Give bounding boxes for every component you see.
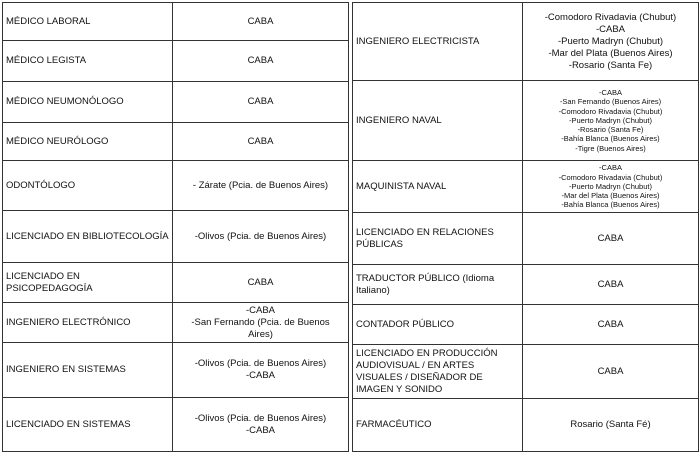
profession-cell: LICENCIADO EN PRODUCCIÓN AUDIOVISUAL / EN ARTES VISUALES / DISEÑADOR DE IMAGEN Y SONIDO [353, 345, 523, 399]
table-row [353, 161, 699, 213]
profession-cell: LICENCIADO EN BIBLIOTECOLOGÍA [3, 211, 173, 263]
location-cell [523, 305, 699, 345]
location-line: -Bahía Blanca (Buenos Aires) [561, 134, 660, 144]
location-cell [523, 265, 699, 305]
location-line: -Mar del Plata (Buenos Aires) [548, 47, 673, 59]
profession-cell: INGENIERO ELECTRICISTA [353, 3, 523, 81]
location-cell [523, 213, 699, 265]
location-line: CABA [247, 135, 274, 147]
profession-cell: LICENCIADO EN SISTEMAS [3, 398, 173, 452]
location-line: -CABA [245, 424, 276, 436]
table-row [353, 345, 699, 399]
profession-cell: CONTADOR PÚBLICO [353, 305, 523, 345]
profession-cell: MÉDICO LABORAL [3, 3, 173, 41]
location-line: -Olivos (Pcia. de Buenos Aires) [194, 230, 327, 242]
location-line: -Puerto Madryn (Chubut) [557, 35, 664, 47]
location-line: CABA [247, 15, 274, 27]
location-cell [523, 161, 699, 213]
location-line: -San Fernando (Pcia. de Buenos [191, 316, 330, 328]
location-line: -Puerto Madryn (Chubut) [569, 115, 652, 125]
table-row [3, 211, 349, 263]
location-line: -CABA [599, 88, 622, 98]
profession-cell: MÉDICO LEGISTA [3, 41, 173, 82]
location-line: -Comodoro Rivadavia (Chubut) [558, 172, 663, 182]
location-cell [173, 82, 349, 123]
location-cell [173, 211, 349, 263]
location-line: -Bahía Blanca (Buenos Aires) [561, 200, 660, 210]
profession-cell: ODONTÓLOGO [3, 161, 173, 211]
table-row [3, 41, 349, 82]
profession-cell: LICENCIADO EN RELACIONES PÚBLICAS [353, 213, 523, 265]
location-line: CABA [247, 55, 274, 66]
table-row [3, 123, 349, 161]
location-line: CABA [597, 278, 624, 290]
table-row [3, 398, 349, 452]
profession-cell: INGENIERO NAVAL [353, 81, 523, 161]
profession-cell: MÉDICO NEURÓLOGO [3, 123, 173, 161]
location-line: -Comodoro Rivadavia (Chubut) [544, 11, 677, 23]
location-line: -Tigre (Buenos Aires) [575, 143, 646, 153]
location-line: -CABA [599, 163, 622, 173]
location-line: -Rosario (Santa Fe) [568, 59, 653, 71]
table-row [353, 265, 699, 305]
location-line: -Comodoro Rivadavia (Chubut) [558, 106, 663, 116]
table-row [3, 161, 349, 211]
location-line: Aires) [248, 328, 273, 340]
location-line: CABA [247, 96, 274, 107]
table-row [3, 82, 349, 123]
location-cell [523, 81, 699, 161]
profession-cell: TRADUCTOR PÚBLICO (Idioma Italiano) [353, 265, 523, 305]
location-cell [173, 263, 349, 303]
location-line: -Puerto Madryn (Chubut) [569, 181, 652, 191]
table-row [3, 303, 349, 343]
location-line: -San Fernando (Buenos Aires) [559, 97, 662, 107]
location-line: -Rosario (Santa Fe) [577, 125, 644, 135]
right-professions-table [352, 2, 699, 452]
location-line: Rosario (Santa Fé) [570, 419, 651, 430]
profession-cell: MÉDICO NEUMONÓLOGO [3, 82, 173, 123]
left-professions-table [2, 2, 349, 452]
location-line: -CABA [595, 23, 626, 35]
location-cell [173, 3, 349, 41]
profession-cell: INGENIERO EN SISTEMAS [3, 343, 173, 398]
location-cell [173, 303, 349, 343]
location-line: CABA [597, 365, 624, 377]
location-line: CABA [597, 318, 624, 330]
table-row [353, 3, 699, 81]
location-line: CABA [247, 276, 274, 288]
location-line: CABA [597, 232, 624, 244]
location-cell [173, 41, 349, 82]
profession-cell: MAQUINISTA NAVAL [353, 161, 523, 213]
table-row [3, 343, 349, 398]
location-line: -Olivos (Pcia. de Buenos Aires) [194, 358, 327, 369]
location-cell [523, 399, 699, 452]
table-row [353, 213, 699, 265]
location-cell [173, 161, 349, 211]
profession-cell: LICENCIADO EN PSICOPEDAGOGÍA [3, 263, 173, 303]
table-row [3, 263, 349, 303]
table-row [3, 3, 349, 41]
profession-cell: INGENIERO ELECTRÓNICO [3, 303, 173, 343]
location-cell [173, 123, 349, 161]
table-row [353, 305, 699, 345]
location-line: -Olivos (Pcia. de Buenos Aires) [194, 412, 327, 424]
location-line: -Mar del Plata (Buenos Aires) [561, 191, 660, 201]
location-line: - Zárate (Pcia. de Buenos Aires) [192, 179, 329, 191]
location-cell [523, 345, 699, 399]
location-line: -CABA [245, 370, 276, 381]
table-row [353, 81, 699, 161]
location-cell [173, 343, 349, 398]
location-cell [173, 398, 349, 452]
location-cell [523, 3, 699, 81]
profession-cell: FARMACÉUTICO [353, 399, 523, 452]
table-row [353, 399, 699, 452]
location-line: -CABA [245, 304, 276, 316]
